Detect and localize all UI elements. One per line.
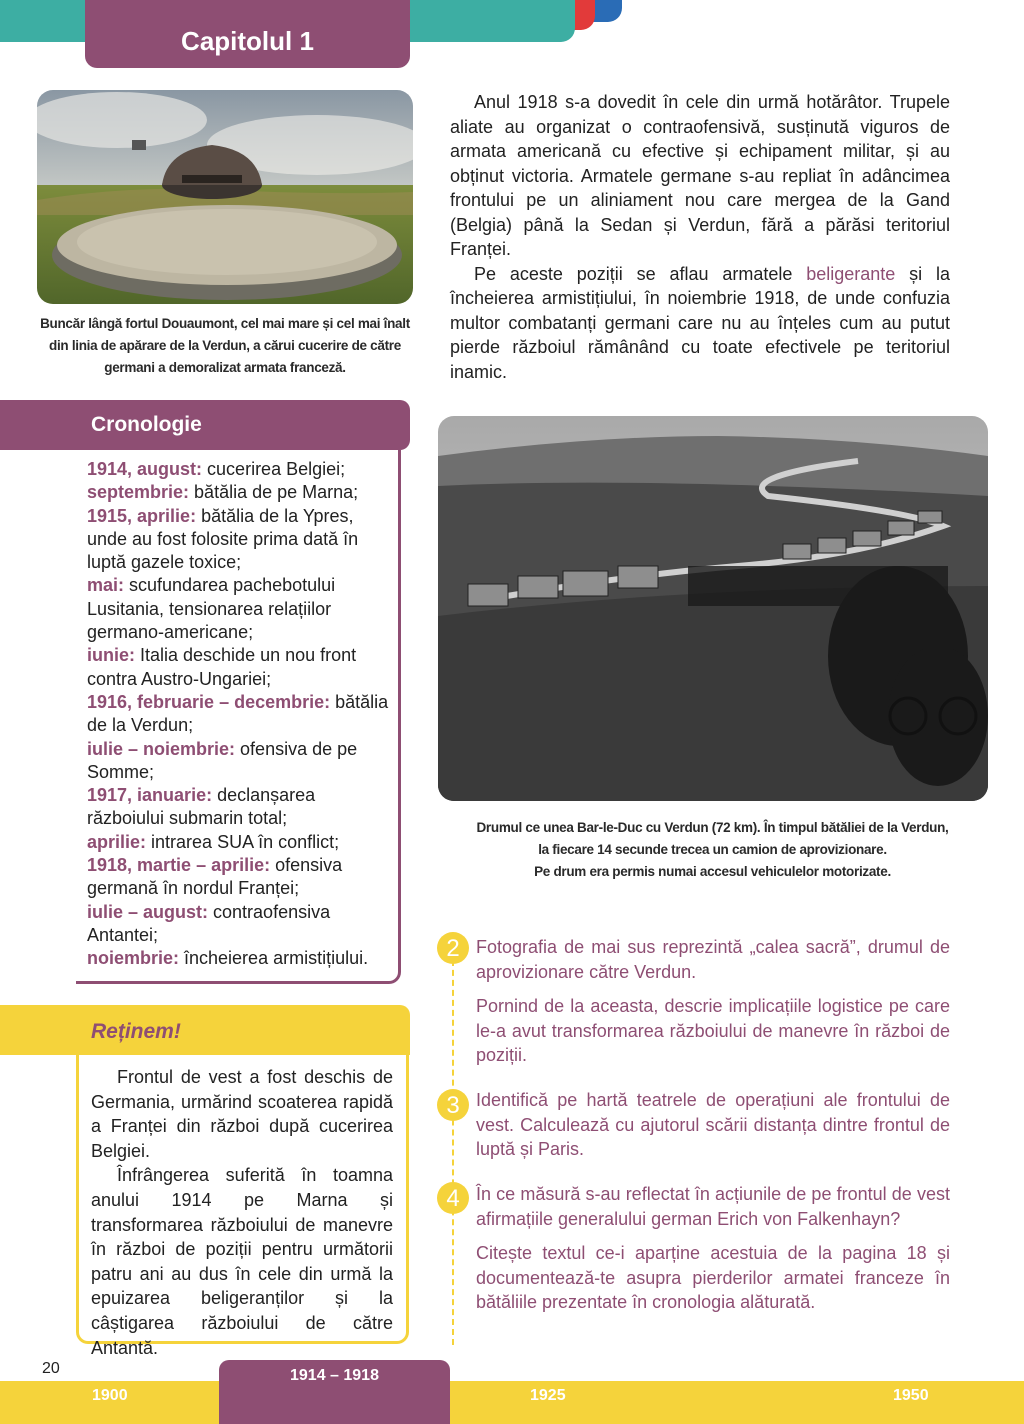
- chapter-title: Capitolul 1: [85, 0, 410, 68]
- chronology-date: 1918, martie – aprilie:: [87, 855, 271, 876]
- main-paragraph-1: Anul 1918 s-a dovedit în cele din urmă hotărâtor. Trupele aliate au organizat o contraofensivă, susținută viguros de armata americană cu efective și echipament militar, și au obținut victoria. Armatele germane s-au repliat în adâncimea frontului pe un aliniament nou care mergea de la Gand (Belgia) până la Sedan și Verdun, fără a părăsi teritoriul Franței.: [450, 92, 950, 259]
- question-number-badge: 4: [437, 1182, 469, 1214]
- chronology-entry: [87, 645, 356, 688]
- road-caption-line: la fiecare 14 secunde trecea un camion de aprovizionare.: [538, 842, 887, 857]
- chronology-date: 1915, aprilie:: [87, 505, 197, 526]
- chronology-entry: [87, 575, 335, 642]
- chronology-event: ofensiva de pe Somme;: [87, 738, 358, 782]
- chronology-entry: [87, 506, 358, 573]
- chronology-entry: [87, 855, 342, 898]
- chronology-entry: [87, 902, 330, 945]
- timeline-year: 1950: [893, 1387, 929, 1404]
- chronology-date: mai:: [87, 575, 125, 596]
- chronology-event: bătălia de la Ypres, unde au fost folosite prima dată în luptă gazele toxice;: [87, 505, 359, 573]
- chronology-event: bătălia de la Verdun;: [87, 691, 389, 736]
- question-3-text: Identifică pe hartă teatrele de operațiuni ale frontului de vest. Calculează cu ajutorul scării distanța dintre frontul de luptă și Paris.: [476, 1090, 950, 1159]
- chronology-event: scufundarea pachebotului Lusitania, tensionarea relațiilor germano-americane;: [87, 575, 336, 643]
- chronology-date: iunie:: [87, 645, 135, 666]
- main-paragraph-2-start: Pe aceste poziții se aflau armatele: [474, 263, 807, 284]
- timeline-bar: [0, 1381, 1024, 1424]
- question-number-badge: 3: [437, 1089, 469, 1121]
- glossary-term[interactable]: beligerante: [806, 263, 896, 284]
- question-4-task: Citește textul ce-i aparține acestuia de la pagina 18 și documentează-te asupra pierderilor armatei franceze în bătăliile prezentate în cronologia alăturată.: [476, 1243, 950, 1312]
- retinem-heading: Reținem!: [0, 1005, 410, 1055]
- chronology-event: declanșarea războiului submarin total;: [87, 785, 316, 829]
- chronology-entry: [87, 482, 358, 502]
- retinem-paragraph-1: Frontul de vest a fost deschis de Germania, urmărind scoaterea rapidă a Franței din război după cucerirea Belgiei.: [91, 1067, 393, 1161]
- chronology-event: contraofensiva Antantei;: [87, 901, 331, 945]
- chronology-date: 1917, ianuarie:: [87, 785, 213, 806]
- chronology-date: 1914, august:: [87, 459, 203, 479]
- chronology-box: [76, 450, 401, 984]
- chronology-heading: Cronologie: [0, 400, 410, 450]
- chronology-entry: [87, 785, 315, 828]
- chronology-entry: [87, 739, 357, 782]
- main-paragraph-2: [450, 262, 950, 385]
- chronology-date: iulie – noiembrie:: [87, 738, 236, 759]
- timeline-year: 1900: [92, 1387, 128, 1404]
- page-number: 20: [42, 1360, 60, 1377]
- chronology-event: intrarea SUA în conflict;: [146, 831, 340, 852]
- question-4-text: În ce măsură s-au reflectat în acțiunile de pe frontul de vest afirmațiile generalului german Erich von Falkenhayn?: [476, 1184, 950, 1229]
- chronology-event: bătălia de pe Marna;: [189, 482, 359, 503]
- main-text: [450, 90, 950, 384]
- chronology-date: septembrie:: [87, 482, 190, 503]
- question-2: [476, 935, 950, 1068]
- chronology-entry: [87, 832, 339, 852]
- chronology-event: ofensiva germană în nordul Franței;: [87, 855, 343, 899]
- questions-divider: [452, 940, 454, 1345]
- question-number-badge: 2: [437, 932, 469, 964]
- chronology-entry: [87, 692, 388, 735]
- main-paragraph-2-end: și la încheierea armistițiului, în noiembrie 1918, de unde confuzia multor combatanți germani care nu au înțeles cum au putut pierde războiul rămânând cu toate efectivele pe teritoriul inamic.: [450, 263, 950, 382]
- question-2-task: Pornind de la aceasta, descrie implicațiile logistice pe care le-a avut transformarea războiului de manevre în război de poziții.: [476, 996, 950, 1065]
- retinem-paragraph-2: Înfrângerea suferită în toamna anului 1914 pe Marna și transformarea războiului de manevre în război de poziții pentru următorii patru ani au dus în cele din urmă la epuizarea beligeranților și la câștigarea războiului de către Antantă.: [91, 1165, 393, 1358]
- chronology-date: noiembrie:: [87, 948, 180, 969]
- chronology-date: aprilie:: [87, 831, 147, 852]
- road-caption-line: Pe drum era permis numai accesul vehiculelor motorizate.: [534, 864, 891, 879]
- chronology-event: cucerirea Belgiei;: [202, 459, 346, 479]
- question-2-text: Fotografia de mai sus reprezintă „calea sacră”, drumul de aprovizionare către Verdun.: [476, 937, 950, 982]
- question-3: [476, 1088, 950, 1162]
- timeline-year: 1925: [530, 1387, 566, 1404]
- question-4: [476, 1182, 950, 1315]
- timeline-period: 1914 – 1918: [219, 1360, 450, 1424]
- road-photo: [438, 416, 988, 801]
- chronology-entry: [87, 948, 368, 968]
- chronology-entry: [87, 459, 345, 479]
- chronology-event: încheierea armistițiului.: [179, 948, 369, 969]
- chronology-date: 1916, februarie – decembrie:: [87, 691, 331, 712]
- bunker-photo: [37, 90, 413, 304]
- road-caption: [440, 817, 985, 883]
- road-caption-line: Drumul ce unea Bar-le-Duc cu Verdun (72 km). În timpul bătăliei de la Verdun,: [476, 820, 949, 835]
- bunker-caption: Buncăr lângă fortul Douaumont, cel mai mare și cel mai înalt din linia de apărare de la Verdun, a cărui cucerire de către germani a demoralizat armata franceză.: [40, 316, 410, 375]
- chronology-event: Italia deschide un nou front contra Austro-Ungariei;: [87, 645, 357, 689]
- retinem-box: [76, 1055, 409, 1358]
- chronology-date: iulie – august:: [87, 901, 209, 922]
